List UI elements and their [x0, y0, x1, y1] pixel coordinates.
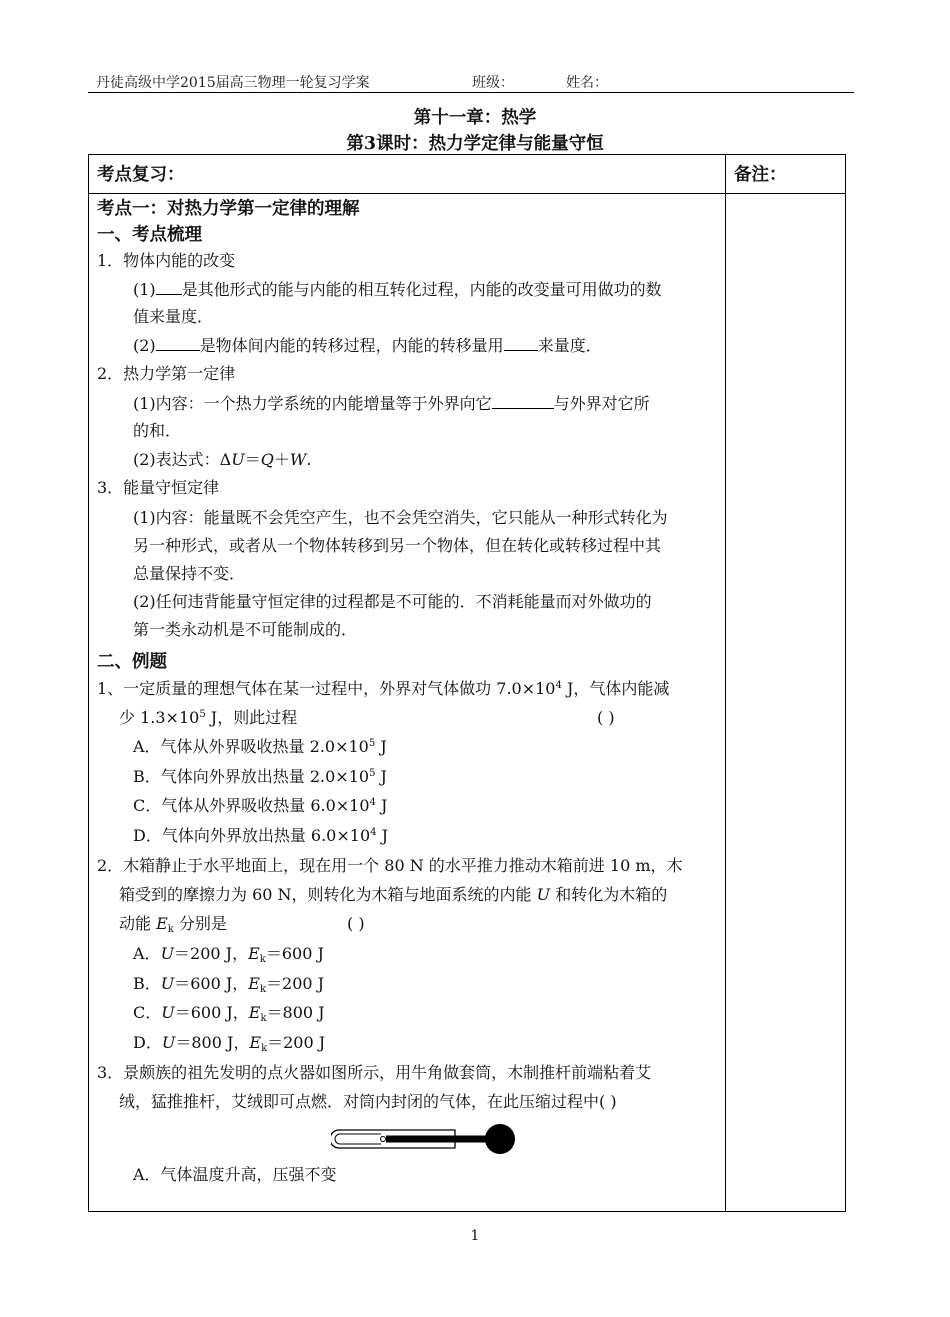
q2-l2-u: U [536, 885, 551, 904]
formula-u: U [231, 450, 245, 469]
q2-line1: 2．木箱静止于水平地面上，现在用一个 80 N 的水平推力推动木箱前进 10 m，木 [97, 856, 683, 875]
q2-l3-text: 动能 [119, 914, 157, 933]
item-1-p2-end: 来量度． [537, 336, 602, 355]
fill-blank [156, 279, 182, 295]
option-text: D．气体向外界放出热量 6.0×10 [133, 826, 371, 845]
q1-l1-text: 1、一定质量的理想气体在某一过程中，外界对气体做功 7.0×10 [97, 679, 556, 698]
q2-l3-e: E [156, 914, 168, 933]
option-letter: C． [133, 1003, 162, 1022]
item-3-line2: 另一种形式，或者从一个物体转移到另一个物体，但在转化或转移过程中其 [133, 536, 662, 555]
q1-l2-end: J，则此过程 [205, 708, 298, 727]
q1-l2-exp: 5 [199, 709, 206, 720]
section-2-title: 二、例题 [97, 652, 167, 672]
item-2-p1-text-b: 与外界对它所 [553, 394, 650, 413]
option-u: U [161, 1033, 176, 1052]
item-2-formula [133, 450, 311, 470]
chapter-title: 第十一章：热学 [413, 108, 537, 128]
q1-answer-paren: ( ) [597, 708, 615, 727]
item-1-p2 [133, 335, 602, 356]
option-e: E [249, 1033, 262, 1052]
option-u-val: ＝600 J， [174, 974, 249, 993]
name-label: 姓名： [566, 75, 608, 91]
item-1-p1-num: (1) [133, 280, 156, 299]
option-unit: J [375, 737, 387, 756]
option-unit: J [375, 767, 387, 786]
item-1-p2-num: (2) [133, 336, 156, 355]
item-3-line3: 总量保持不变． [133, 564, 246, 583]
header-rule [88, 92, 854, 93]
q3-line1: 3．景颇族的祖先发明的点火器如图所示，用牛角做套筒，木制推杆前端粘着艾 [97, 1063, 652, 1082]
q1-option-c [133, 796, 387, 816]
option-letter: B． [133, 974, 161, 993]
q1-option-b [133, 767, 387, 787]
item-1-p1-line1 [133, 279, 662, 300]
q3-line2: 绒，猛推推杆，艾绒即可点燃．对筒内封闭的气体，在此压缩过程中( ) [119, 1092, 617, 1111]
item-1-p1-line2: 值来量度． [133, 307, 214, 326]
option-u-val: ＝800 J， [175, 1033, 250, 1052]
page-number: 1 [470, 1228, 480, 1244]
option-unit: J [375, 796, 388, 815]
formula-w: W [289, 450, 307, 469]
item-1-p2-text: 是物体间内能的转移过程，内能的转移量用 [199, 336, 504, 355]
option-exp: 4 [370, 827, 377, 838]
option-e-val: ＝200 J [267, 1033, 326, 1052]
item-2-p1-line2: 的和． [133, 421, 182, 440]
page-header [96, 68, 856, 92]
q1-line1 [97, 679, 669, 699]
item-1-p1-text: 是其他形式的能与内能的相互转化过程，内能的改变量可用做功的数 [181, 280, 662, 299]
option-k: k [260, 1013, 267, 1024]
q2-l2-end: 和转化为木箱的 [550, 885, 668, 904]
option-e: E [248, 944, 260, 963]
option-text: A．气体从外界吸收热量 2.0×10 [133, 737, 369, 756]
q2-option-d [133, 1033, 325, 1053]
q2-l3-end: 分别是 [173, 914, 227, 933]
q2-option-c [133, 1003, 325, 1023]
option-e: E [248, 974, 260, 993]
option-e-val: ＝800 J [266, 1003, 325, 1022]
formula-end: . [306, 450, 312, 469]
school-text: 丹徒高级中学2015届高三物理一轮复习学案 [96, 75, 370, 91]
fill-blank [492, 393, 554, 409]
item-3-line4: (2)任何违背能量守恒定律的过程都是不可能的．不消耗能量而对外做功的 [133, 592, 652, 611]
option-u-val: ＝200 J， [174, 944, 249, 963]
item-2-title: 2．热力学第一定律 [97, 364, 236, 383]
review-header: 考点复习： [97, 165, 185, 185]
q1-l2-text: 少 1.3×10 [119, 708, 200, 727]
option-e: E [248, 1003, 261, 1022]
q2-line3 [119, 914, 227, 934]
option-k: k [259, 984, 267, 995]
option-u: U [160, 974, 175, 993]
option-k: k [259, 954, 266, 965]
option-letter: A． [133, 944, 161, 963]
q1-line2 [119, 708, 297, 728]
fill-blank [156, 335, 200, 351]
q2-l3-k: k [167, 924, 174, 935]
q2-l2-text: 箱受到的摩擦力为 60 N，则转化为木箱与地面系统的内能 [119, 885, 537, 904]
item-2-p1-text: (1)内容：一个热力学系统的内能增量等于外界向它 [133, 394, 492, 413]
formula-prefix: (2)表达式：Δ [133, 450, 232, 469]
option-text: C．气体从外界吸收热量 6.0×10 [133, 796, 370, 815]
option-exp: 5 [369, 768, 376, 779]
q3-option-a: A．气体温度升高，压强不变 [133, 1165, 337, 1184]
review-table [88, 154, 846, 1212]
lesson-title: 第3课时：热力学定律与能量守恒 [346, 134, 604, 154]
class-label: 班级： [472, 75, 514, 91]
option-e-val: ＝600 J [265, 944, 324, 963]
notes-header: 备注： [734, 165, 787, 185]
option-u: U [160, 944, 175, 963]
header-row-divider [89, 193, 845, 194]
item-3-title: 3．能量守恒定律 [97, 478, 220, 497]
option-u-val: ＝600 J， [174, 1003, 249, 1022]
q2-answer-paren: ( ) [347, 914, 365, 933]
q1-l1-end: J，气体内能减 [561, 679, 670, 698]
option-e-val: ＝200 J [266, 974, 325, 993]
column-divider [725, 155, 726, 1211]
item-3-line1: (1)内容：能量既不会凭空产生，也不会凭空消失，它只能从一种形式转化为 [133, 508, 668, 527]
item-2-p1-line1 [133, 393, 650, 414]
option-k: k [261, 1043, 268, 1054]
item-3-line5: 第一类永动机是不可能制成的． [133, 620, 358, 639]
q2-line2 [119, 885, 667, 905]
section-1-title: 一、考点梳理 [97, 225, 202, 245]
q1-option-a [133, 737, 387, 757]
q2-option-a [133, 944, 324, 964]
formula-eq: ＝ [244, 450, 261, 469]
option-letter: D． [133, 1033, 162, 1052]
option-unit: J [376, 826, 389, 845]
q1-l1-exp: 4 [555, 680, 562, 691]
kaodian-title: 考点一：对热力学第一定律的理解 [97, 199, 360, 219]
option-exp: 5 [368, 738, 376, 749]
option-text: B．气体向外界放出热量 2.0×10 [133, 767, 370, 786]
option-u: U [161, 1003, 175, 1022]
q1-option-d [133, 826, 388, 846]
option-exp: 4 [369, 797, 376, 808]
q2-option-b [133, 974, 324, 994]
formula-plus: ＋ [273, 450, 290, 469]
formula-q: Q [260, 450, 274, 469]
fire-piston-figure [331, 1121, 521, 1157]
fill-blank [504, 335, 538, 351]
item-1-title: 1．物体内能的改变 [97, 251, 236, 270]
